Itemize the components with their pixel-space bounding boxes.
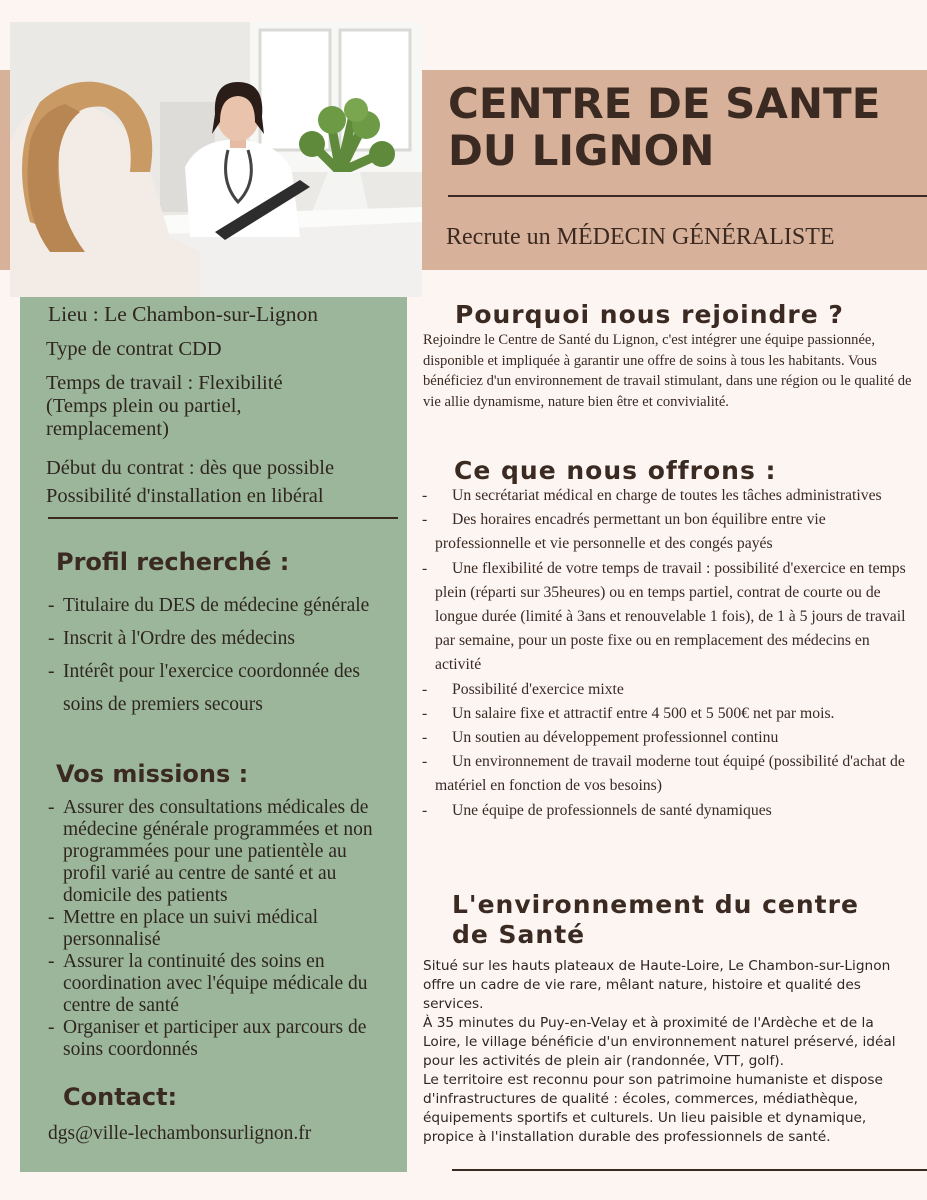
list-item: - Assurer des consultations médicales de médecine générale programmées et non programmées pour une patientèle au profil varié au centre de santé et au domicile des patients	[48, 797, 393, 907]
detail-debut: Début du contrat : dès que possible	[46, 457, 335, 479]
detail-lieu: Lieu : Le Chambon-sur-Lignon	[48, 302, 319, 326]
page-subtitle: Recrute un MÉDECIN GÉNÉRALISTE	[446, 224, 835, 250]
missions-heading: Vos missions :	[56, 760, 249, 788]
environnement-text	[423, 957, 903, 1147]
list-item: - Une équipe de professionnels de santé dynamiques	[422, 799, 917, 823]
detail-contrat: Type de contrat CDD	[46, 338, 222, 360]
list-item: - Inscrit à l'Ordre des médecins	[48, 622, 378, 655]
sidebar-divider	[48, 517, 398, 519]
list-item: - Un soutien au développement professionnel continu	[422, 726, 917, 750]
environnement-paragraph: À 35 minutes du Puy-en-Velay et à proximité de l'Ardèche et de la Loire, le village bénéficie d'un environnement naturel préservé, idéal pour les activités de plein air (randonnée, VTT, golf).	[423, 1015, 896, 1069]
pourquoi-heading: Pourquoi nous rejoindre ?	[455, 300, 844, 329]
list-item: - Intérêt pour l'exercice coordonnée des soins de premiers secours	[48, 655, 378, 721]
page-title: CENTRE DE SANTE DU LIGNON	[448, 79, 881, 175]
pourquoi-text: Rejoindre le Centre de Santé du Lignon, c'est intégrer une équipe passionnée, disponible et impliquée à garantir une offre de soins à tous les habitants. Vous bénéficiez d'un environnement de travail stimulant, dans une région ou le qualité de vie allie dynamisme, nature bien être et convivialité.	[423, 332, 912, 410]
list-item: - Un environnement de travail moderne tout équipé (possibilité d'achat de matériel en fonction de vos besoins)	[422, 750, 917, 798]
detail-installation: Possibilité d'installation en libéral	[46, 485, 324, 507]
list-item: - Mettre en place un suivi médical personnalisé	[48, 907, 393, 951]
profil-list	[48, 589, 378, 721]
profil-heading: Profil recherché :	[56, 548, 290, 576]
environnement-heading: L'environnement du centre de Santé	[452, 890, 859, 949]
environnement-paragraph: Le territoire est reconnu pour son patrimoine humaniste et dispose d'infrastructures de qualité : écoles, commerces, médiathèque, équipements sportifs et culturels. Un lieu paisible et dynamique, propice à l'installation durable des professionnels de santé.	[423, 1072, 883, 1145]
list-item: - Possibilité d'exercice mixte	[422, 678, 917, 702]
list-item: - Des horaires encadrés permettant un bon équilibre entre vie professionnelle et vie personnelle et des congés payés	[422, 508, 917, 556]
offres-list	[422, 484, 917, 823]
list-item: - Un salaire fixe et attractif entre 4 500 et 5 500€ net par mois.	[422, 702, 917, 726]
consultation-photo	[10, 22, 422, 297]
list-item: - Titulaire du DES de médecine générale	[48, 589, 378, 622]
contact-heading: Contact:	[63, 1083, 178, 1111]
detail-temps: Temps de travail : Flexibilité (Temps plein ou partiel, remplacement)	[46, 372, 283, 440]
title-block	[448, 80, 908, 174]
environnement-paragraph: Situé sur les hauts plateaux de Haute-Loire, Le Chambon-sur-Lignon offre un cadre de vie rare, mêlant nature, histoire et qualité des services.	[423, 958, 891, 1012]
list-item: - Organiser et participer aux parcours de soins coordonnés	[48, 1017, 393, 1061]
list-item: - Une flexibilité de votre temps de travail : possibilité d'exercice en temps plein (réparti sur 35heures) ou en temps partiel, contrat de courte ou de longue durée (limité à 3ans et renouvelable 1 fois), de 1 à 5 jours de travail par semaine, pour un poste fixe ou en remplacement des médecins en activité	[422, 557, 917, 678]
offres-heading: Ce que nous offrons :	[454, 456, 777, 485]
list-item: - Assurer la continuité des soins en coordination avec l'équipe médicale du centre de santé	[48, 951, 393, 1017]
list-item: - Un secrétariat médical en charge de toutes les tâches administratives	[422, 484, 917, 508]
missions-list	[48, 797, 393, 1061]
contact-email[interactable]: dgs@ville-lechambonsurlignon.fr	[48, 1123, 312, 1144]
bottom-divider	[452, 1169, 927, 1171]
title-divider	[448, 195, 927, 197]
